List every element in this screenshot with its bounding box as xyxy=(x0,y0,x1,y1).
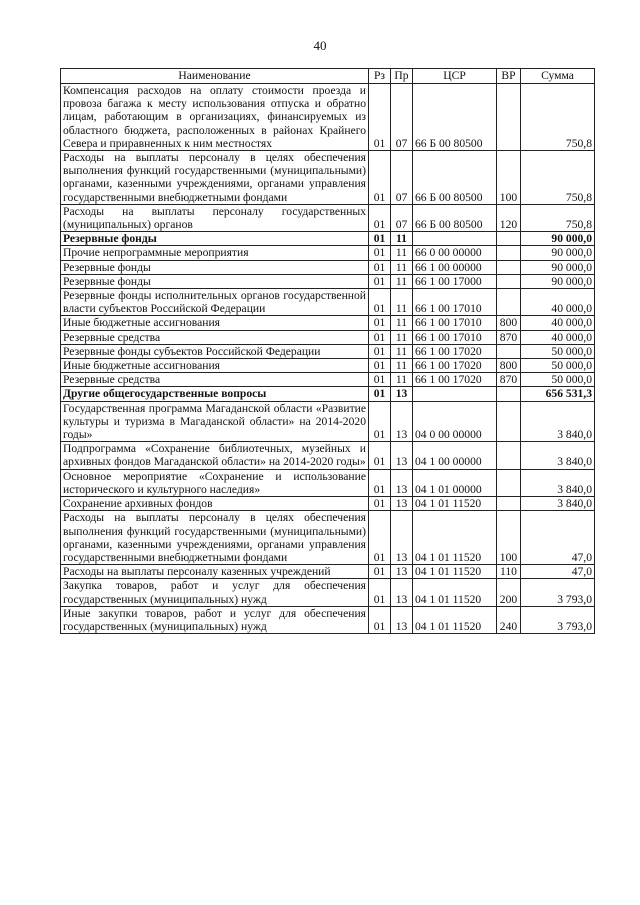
row-rz-cell: 01 xyxy=(369,359,391,373)
row-pr-cell: 13 xyxy=(391,401,413,442)
row-rz-cell: 01 xyxy=(369,387,391,401)
table-row xyxy=(61,497,595,511)
row-sum-cell: 50 000,0 xyxy=(521,359,595,373)
row-csr-cell: 66 Б 00 80500 xyxy=(413,151,497,205)
row-vr-cell xyxy=(497,387,521,401)
table-row xyxy=(61,274,595,288)
table-row xyxy=(61,151,595,205)
row-sum-cell: 3 840,0 xyxy=(521,442,595,469)
row-sum-cell: 40 000,0 xyxy=(521,316,595,330)
row-vr-cell xyxy=(497,260,521,274)
table-row xyxy=(61,246,595,260)
row-vr-cell xyxy=(497,84,521,151)
column-header-rz: Рз xyxy=(369,69,391,84)
row-rz-cell: 01 xyxy=(369,151,391,205)
row-vr-cell xyxy=(497,401,521,442)
row-sum-cell: 40 000,0 xyxy=(521,330,595,344)
row-csr-cell: 66 1 00 17000 xyxy=(413,274,497,288)
column-header-pr: Пр xyxy=(391,69,413,84)
row-name-cell: Резервные средства xyxy=(61,330,369,344)
table-header-row xyxy=(61,69,595,84)
table-row xyxy=(61,84,595,151)
row-vr-cell xyxy=(497,274,521,288)
row-name-cell: Расходы на выплаты персоналу в целях обеспечения выполнения функций государственными (муниципальными) органами, казенными учреждениями, органами управления государственными внебюджетными фондами xyxy=(61,511,369,565)
row-rz-cell: 01 xyxy=(369,373,391,387)
row-name-cell: Расходы на выплаты персоналу государственных (муниципальных) органов xyxy=(61,204,369,231)
row-csr-cell: 66 1 00 17020 xyxy=(413,359,497,373)
row-sum-cell: 47,0 xyxy=(521,565,595,579)
row-vr-cell: 800 xyxy=(497,359,521,373)
table-row xyxy=(61,387,595,401)
row-vr-cell xyxy=(497,497,521,511)
row-sum-cell: 3 840,0 xyxy=(521,469,595,496)
row-vr-cell xyxy=(497,469,521,496)
row-name-cell: Резервные фонды xyxy=(61,274,369,288)
row-pr-cell: 07 xyxy=(391,84,413,151)
row-name-cell: Иные бюджетные ассигнования xyxy=(61,316,369,330)
row-pr-cell: 11 xyxy=(391,344,413,358)
row-pr-cell: 13 xyxy=(391,387,413,401)
row-pr-cell: 13 xyxy=(391,579,413,606)
row-csr-cell: 66 Б 00 80500 xyxy=(413,84,497,151)
row-vr-cell: 800 xyxy=(497,316,521,330)
page-number: 40 xyxy=(313,38,327,53)
row-sum-cell: 47,0 xyxy=(521,511,595,565)
row-vr-cell: 870 xyxy=(497,330,521,344)
table-row xyxy=(61,373,595,387)
row-pr-cell: 13 xyxy=(391,606,413,633)
row-name-cell: Расходы на выплаты персоналу в целях обеспечения выполнения функций государственными (муниципальными) органами, казенными учреждениями, органами управления государственными внебюджетными фондами xyxy=(61,151,369,205)
row-rz-cell: 01 xyxy=(369,316,391,330)
table-body xyxy=(61,84,595,634)
row-vr-cell: 100 xyxy=(497,151,521,205)
row-rz-cell: 01 xyxy=(369,579,391,606)
row-csr-cell: 04 1 00 00000 xyxy=(413,442,497,469)
row-vr-cell: 100 xyxy=(497,511,521,565)
table-row xyxy=(61,359,595,373)
table-row xyxy=(61,606,595,633)
row-pr-cell: 13 xyxy=(391,565,413,579)
row-pr-cell: 11 xyxy=(391,232,413,246)
row-csr-cell: 04 1 01 00000 xyxy=(413,469,497,496)
budget-table xyxy=(60,68,595,634)
row-pr-cell: 07 xyxy=(391,151,413,205)
row-name-cell: Иные бюджетные ассигнования xyxy=(61,359,369,373)
table-row xyxy=(61,565,595,579)
row-pr-cell: 13 xyxy=(391,469,413,496)
row-csr-cell xyxy=(413,387,497,401)
row-pr-cell: 07 xyxy=(391,204,413,231)
table-row xyxy=(61,330,595,344)
row-name-cell: Резервные фонды субъектов Российской Федерации xyxy=(61,344,369,358)
row-rz-cell: 01 xyxy=(369,401,391,442)
row-name-cell: Резервные фонды xyxy=(61,232,369,246)
row-rz-cell: 01 xyxy=(369,344,391,358)
column-header-sum: Сумма xyxy=(521,69,595,84)
row-rz-cell: 01 xyxy=(369,246,391,260)
row-rz-cell: 01 xyxy=(369,232,391,246)
row-sum-cell: 3 793,0 xyxy=(521,606,595,633)
row-sum-cell: 90 000,0 xyxy=(521,260,595,274)
table-row xyxy=(61,469,595,496)
row-pr-cell: 11 xyxy=(391,373,413,387)
row-rz-cell: 01 xyxy=(369,289,391,316)
row-name-cell: Прочие непрограммные мероприятия xyxy=(61,246,369,260)
row-name-cell: Сохранение архивных фондов xyxy=(61,497,369,511)
row-pr-cell: 11 xyxy=(391,274,413,288)
table-row xyxy=(61,289,595,316)
row-name-cell: Резервные фонды исполнительных органов государственной власти субъектов Российской Федерации xyxy=(61,289,369,316)
table-row xyxy=(61,260,595,274)
row-csr-cell: 66 1 00 17010 xyxy=(413,316,497,330)
row-name-cell: Государственная программа Магаданской области «Развитие культуры и туризма в Магаданской области» на 2014-2020 годы» xyxy=(61,401,369,442)
row-sum-cell: 50 000,0 xyxy=(521,344,595,358)
row-vr-cell xyxy=(497,289,521,316)
row-csr-cell: 66 1 00 17020 xyxy=(413,373,497,387)
row-sum-cell: 90 000,0 xyxy=(521,246,595,260)
row-vr-cell xyxy=(497,246,521,260)
row-sum-cell: 3 840,0 xyxy=(521,401,595,442)
row-csr-cell: 66 1 00 17010 xyxy=(413,289,497,316)
row-pr-cell: 11 xyxy=(391,260,413,274)
row-csr-cell: 04 1 01 11520 xyxy=(413,579,497,606)
row-csr-cell: 04 1 01 11520 xyxy=(413,565,497,579)
row-csr-cell: 04 1 01 11520 xyxy=(413,606,497,633)
row-sum-cell: 50 000,0 xyxy=(521,373,595,387)
row-sum-cell: 656 531,3 xyxy=(521,387,595,401)
row-name-cell: Закупка товаров, работ и услуг для обеспечения государственных (муниципальных) нужд xyxy=(61,579,369,606)
row-rz-cell: 01 xyxy=(369,606,391,633)
row-rz-cell: 01 xyxy=(369,204,391,231)
row-rz-cell: 01 xyxy=(369,84,391,151)
column-header-name: Наименование xyxy=(61,69,369,84)
row-csr-cell: 66 Б 00 80500 xyxy=(413,204,497,231)
row-rz-cell: 01 xyxy=(369,274,391,288)
column-header-vr: ВР xyxy=(497,69,521,84)
row-name-cell: Компенсация расходов на оплату стоимости проезда и провоза багажа к месту использования отпуска и обратно лицам, работающим в организациях, финансируемых из областного бюджета, расположенных в районах Крайнего Севера и приравненных к ним местностях xyxy=(61,84,369,151)
row-vr-cell: 870 xyxy=(497,373,521,387)
row-pr-cell: 11 xyxy=(391,330,413,344)
row-sum-cell: 750,8 xyxy=(521,151,595,205)
row-name-cell: Основное мероприятие «Сохранение и использование исторического и культурного наследия» xyxy=(61,469,369,496)
table-row xyxy=(61,204,595,231)
row-name-cell: Резервные средства xyxy=(61,373,369,387)
row-rz-cell: 01 xyxy=(369,330,391,344)
row-vr-cell: 240 xyxy=(497,606,521,633)
row-vr-cell: 110 xyxy=(497,565,521,579)
row-name-cell: Подпрограмма «Сохранение библиотечных, музейных и архивных фондов Магаданской области» на 2014-2020 годы» xyxy=(61,442,369,469)
table-row xyxy=(61,401,595,442)
row-name-cell: Другие общегосударственные вопросы xyxy=(61,387,369,401)
column-header-csr: ЦСР xyxy=(413,69,497,84)
row-csr-cell: 04 1 01 11520 xyxy=(413,511,497,565)
row-pr-cell: 13 xyxy=(391,442,413,469)
row-csr-cell: 66 1 00 17010 xyxy=(413,330,497,344)
row-sum-cell: 90 000,0 xyxy=(521,232,595,246)
row-rz-cell: 01 xyxy=(369,469,391,496)
row-vr-cell xyxy=(497,232,521,246)
row-name-cell: Расходы на выплаты персоналу казенных учреждений xyxy=(61,565,369,579)
row-pr-cell: 13 xyxy=(391,497,413,511)
row-sum-cell: 750,8 xyxy=(521,204,595,231)
row-vr-cell: 120 xyxy=(497,204,521,231)
table-row xyxy=(61,316,595,330)
row-rz-cell: 01 xyxy=(369,511,391,565)
row-csr-cell: 66 1 00 00000 xyxy=(413,260,497,274)
row-name-cell: Иные закупки товаров, работ и услуг для обеспечения государственных (муниципальных) нужд xyxy=(61,606,369,633)
row-pr-cell: 11 xyxy=(391,246,413,260)
row-pr-cell: 13 xyxy=(391,511,413,565)
row-rz-cell: 01 xyxy=(369,565,391,579)
row-pr-cell: 11 xyxy=(391,359,413,373)
row-csr-cell: 04 1 01 11520 xyxy=(413,497,497,511)
row-csr-cell: 66 0 00 00000 xyxy=(413,246,497,260)
row-csr-cell: 66 1 00 17020 xyxy=(413,344,497,358)
row-vr-cell xyxy=(497,344,521,358)
row-vr-cell: 200 xyxy=(497,579,521,606)
row-sum-cell: 40 000,0 xyxy=(521,289,595,316)
row-sum-cell: 750,8 xyxy=(521,84,595,151)
table-row xyxy=(61,511,595,565)
row-sum-cell: 90 000,0 xyxy=(521,274,595,288)
table-row xyxy=(61,442,595,469)
row-vr-cell xyxy=(497,442,521,469)
table-row xyxy=(61,344,595,358)
table-row xyxy=(61,232,595,246)
row-csr-cell xyxy=(413,232,497,246)
row-sum-cell: 3 840,0 xyxy=(521,497,595,511)
row-pr-cell: 11 xyxy=(391,289,413,316)
row-sum-cell: 3 793,0 xyxy=(521,579,595,606)
row-csr-cell: 04 0 00 00000 xyxy=(413,401,497,442)
row-pr-cell: 11 xyxy=(391,316,413,330)
row-rz-cell: 01 xyxy=(369,497,391,511)
table-row xyxy=(61,579,595,606)
row-name-cell: Резервные фонды xyxy=(61,260,369,274)
row-rz-cell: 01 xyxy=(369,442,391,469)
row-rz-cell: 01 xyxy=(369,260,391,274)
